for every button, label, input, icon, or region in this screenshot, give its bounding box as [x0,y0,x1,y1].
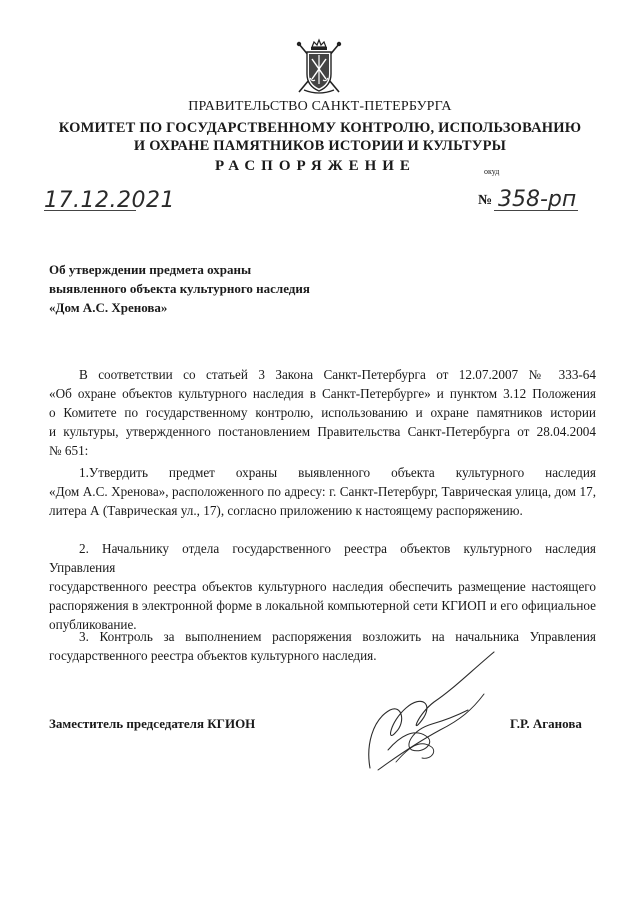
clause-1-paragraph [49,463,596,520]
text-line: «Дом А.С. Хренова», расположенного по адресу: г. Санкт-Петербург, Таврическая улица, дом 17, [49,484,596,499]
date-underline [44,210,136,211]
subject-line: Об утверждении предмета охраны [49,262,252,277]
signer-position: Заместитель председателя КГИОН [49,716,256,731]
text-line: опубликование. [49,617,137,632]
registration-date: 17.12.2021 [44,188,175,213]
clause-2-paragraph [49,539,596,634]
committee-title-line-2: И ОХРАНЕ ПАМЯТНИКОВ ИСТОРИИ И КУЛЬТУРЫ [133,138,507,154]
signer-name: Г.Р. Аганова [510,716,582,731]
document-type-heading: РАСПОРЯЖЕНИЕ [215,158,416,174]
subject-line: «Дом А.С. Хренова» [49,300,168,315]
preamble-paragraph [49,365,596,460]
text-line: литера А (Таврическая ул., 17), согласно приложению к настоящему распоряжению. [49,503,523,518]
number-underline [494,210,578,211]
handwritten-signature [360,650,505,778]
text-line: государственного реестра объектов культурного наследия обеспечить размещение настоящего [49,579,596,594]
government-title: ПРАВИТЕЛЬСТВО САНКТ-ПЕТЕРБУРГА [188,99,452,114]
subject-line: выявленного объекта культурного наследия [49,281,310,296]
text-line: № 651: [49,443,89,458]
text-line: 1.Утвердить предмет охраны выявленного объекта культурного наследия [79,465,596,480]
text-line: государственного реестра объектов культурного наследия. [49,648,377,663]
number-sign: № [478,193,493,208]
registration-number: 358-рп [498,187,577,212]
text-line: 2. Начальнику отдела государственного реестра объектов культурного наследия Управления [49,541,596,575]
text-line: «Об охране объектов культурного наследия в Санкт-Петербурге» и пунктом 3.12 Положения [49,386,596,401]
text-line: В соответствии со статьей 3 Закона Санкт-Петербурга от 12.07.2007 № 333-64 [79,367,596,382]
okud-label: окуд [484,167,500,176]
text-line: распоряжения в электронной форме в локальной компьютерной сети КГИОП и его официальное [49,598,596,613]
document-subject [49,260,310,317]
committee-title-line-1: КОМИТЕТ ПО ГОСУДАРСТВЕННОМУ КОНТРОЛЮ, ИСПОЛЬЗОВАНИЮ [58,120,582,136]
coat-of-arms-icon [296,38,342,96]
text-line: 3. Контроль за выполнением распоряжения возложить на начальника Управления [79,629,596,644]
clause-3-paragraph [49,627,596,665]
text-line: о Комитете по государственному контролю, использованию и охране памятников истории [49,405,596,420]
text-line: и культуры, утвержденного постановлением Правительства Санкт-Петербурга от 28.04.2004 [49,424,596,439]
